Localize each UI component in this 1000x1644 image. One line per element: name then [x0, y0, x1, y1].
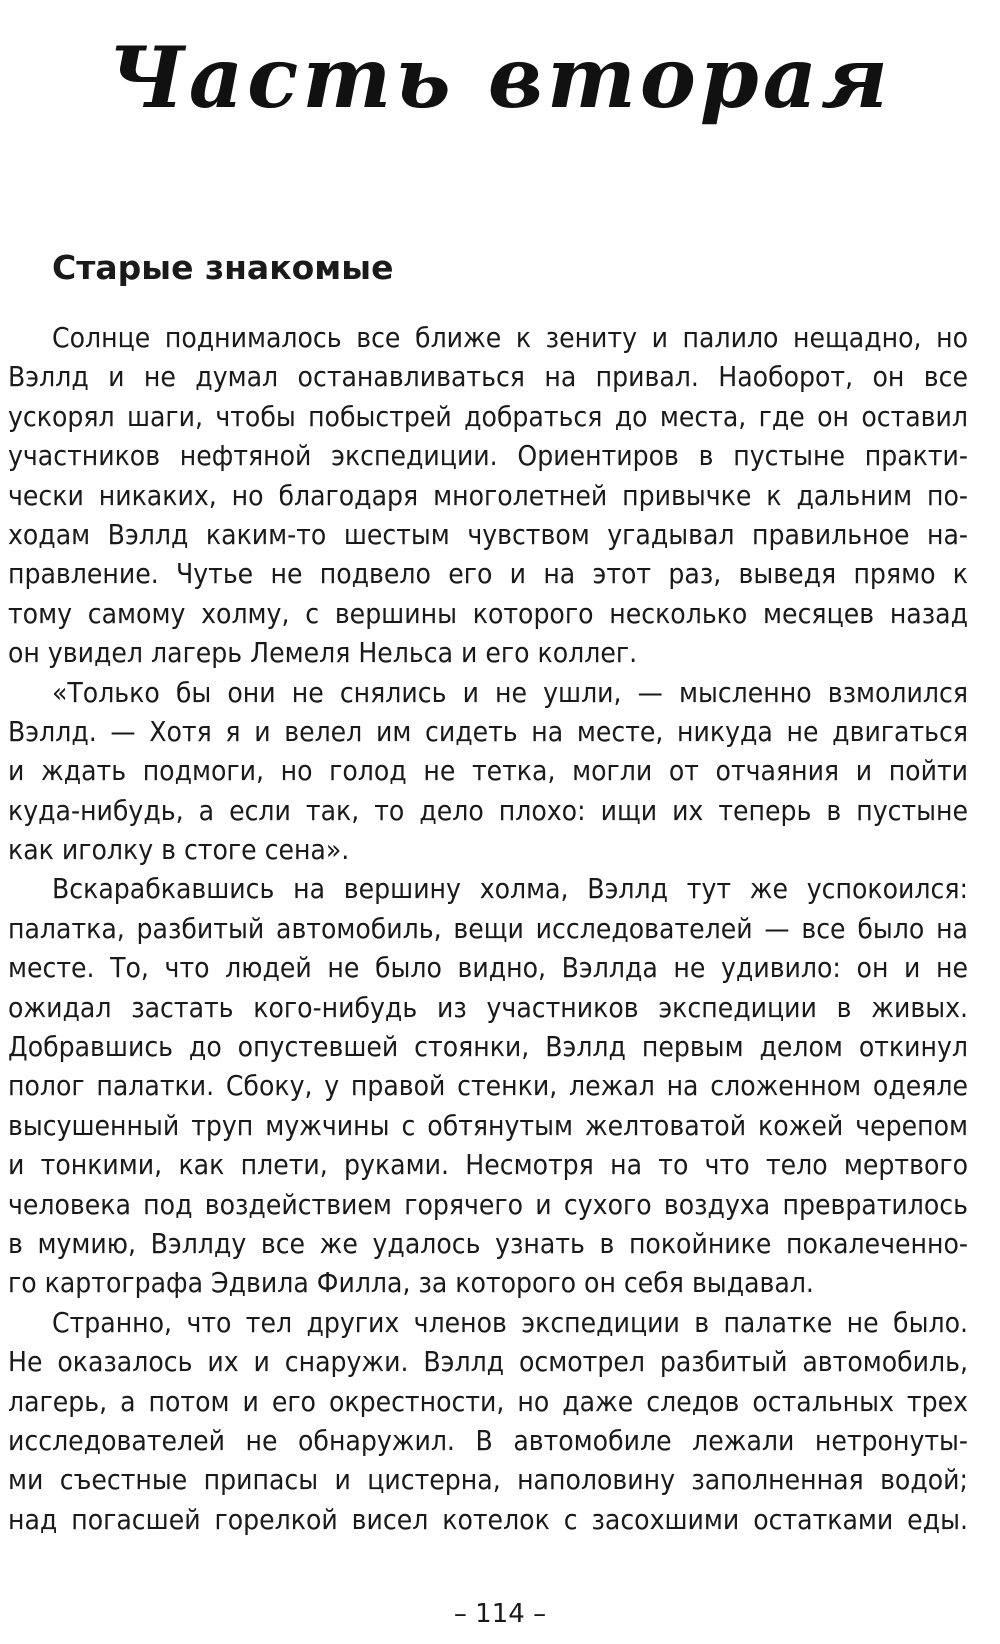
text-line: Вэллд и не думал останавливаться на привал. Наоборот, он все	[8, 360, 968, 394]
text-line: человека под воздействием горячего и сухого воздуха превратилось	[8, 1187, 968, 1221]
text-line: ходам Вэллд каким-то шестым чувством угадывал правильное на-	[8, 517, 968, 551]
text-line: ускорял шаги, чтобы побыстрей добраться до места, где он оставил	[8, 399, 968, 433]
text-line: Солнце поднималось все ближе к зениту и палило нещадно, но	[52, 321, 968, 354]
text-line: правление. Чутье не подвело его и на этот раз, выведя прямо к	[8, 557, 968, 591]
text-line: он увидел лагерь Лемеля Нельса и его коллег.	[8, 636, 638, 670]
text-line: Вэллд. — Хотя я и велел им сидеть на месте, никуда не двигаться	[8, 714, 968, 748]
text-line: Странно, что тел других членов экспедиции в палатке не было.	[52, 1305, 968, 1339]
text-line: участников нефтяной экспедиции. Ориентиров в пустыне практи-	[8, 439, 968, 473]
text-line: Не оказалось их и снаружи. Вэллд осмотрел разбитый автомобиль,	[8, 1345, 968, 1379]
chapter-title: Старые знакомые	[52, 248, 394, 287]
text-line: высушенный труп мужчины с обтянутым желтоватой кожей черепом	[8, 1108, 968, 1142]
text-line: Добравшись до опустевшей стоянки, Вэллд первым делом откинул	[8, 1030, 968, 1064]
text-line: над погасшей горелкой висел котелок с засохшими остатками еды.	[8, 1502, 968, 1536]
page-number: – 114 –	[453, 1599, 547, 1629]
text-line: «Только бы они не снялись и не ушли, — мысленно взмолился	[52, 675, 968, 709]
text-line: как иголку в стоге сена».	[8, 833, 350, 867]
text-line: исследователей не обнаружил. В автомобиле лежали нетронуты-	[8, 1423, 968, 1457]
text-line: полог палатки. Сбоку, у правой стенки, лежал на сложенном одеяле	[8, 1069, 968, 1103]
part-title: Часть вторая	[108, 28, 892, 127]
text-line: лагерь, а потом и его окрестности, но даже следов остальных трех	[8, 1384, 968, 1418]
text-line: куда-нибудь, а если так, то дело плохо: ищи их теперь в пустыне	[8, 793, 968, 827]
text-line: ожидал застать кого-нибудь из участников экспедиции в живых.	[8, 990, 968, 1024]
text-line: палатка, разбитый автомобиль, вещи исследователей — все было на	[8, 911, 968, 945]
text-line: месте. То, что людей не было видно, Вэллда не удивило: он и не	[8, 951, 968, 985]
text-line: тому самому холму, с вершины которого несколько месяцев назад	[8, 596, 968, 630]
text-line: ми съестные припасы и цистерна, наполовину заполненная водой;	[8, 1463, 968, 1497]
text-line: го картографа Эдвила Филла, за которого он себя выдавал.	[8, 1266, 814, 1300]
text-line: и тонкими, как плети, руками. Несмотря на то что тело мертвого	[8, 1148, 968, 1182]
text-line: и ждать подмоги, но голод не тетка, могли от отчаяния и пойти	[8, 754, 968, 788]
text-line: Вскарабкавшись на вершину холма, Вэллд тут же успокоился:	[52, 872, 968, 906]
text-line: в мумию, Вэллду все же удалось узнать в покойнике покалеченно-	[8, 1226, 968, 1260]
text-line: чески никаких, но благодаря многолетней привычке к дальним по-	[8, 478, 968, 512]
body-text	[8, 318, 968, 1539]
